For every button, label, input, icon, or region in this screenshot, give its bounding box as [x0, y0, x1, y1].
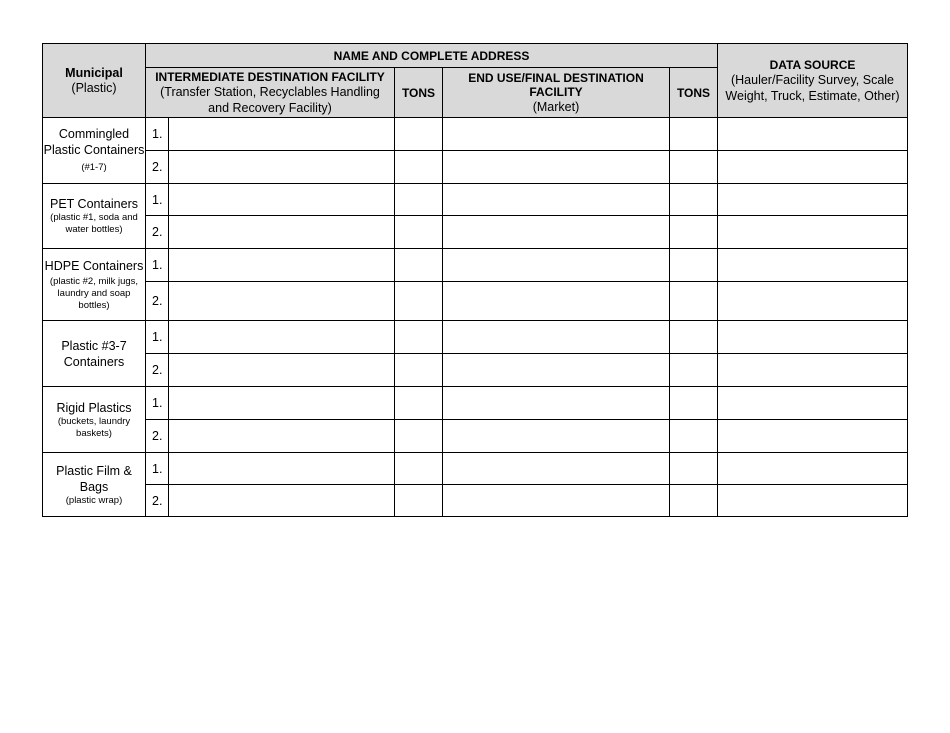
intermediate-facility-input[interactable]: [169, 453, 395, 485]
tons-label-1: TONS: [401, 85, 436, 100]
data-source-title: DATA SOURCE: [769, 57, 856, 72]
intermediate-facility-input[interactable]: [169, 282, 395, 321]
intermediate-facility-input[interactable]: [169, 387, 395, 420]
tons-input[interactable]: [395, 420, 443, 453]
table-row: [43, 387, 908, 420]
data-source-input[interactable]: [718, 321, 908, 354]
intermediate-facility-input[interactable]: [169, 249, 395, 282]
material-label: [43, 249, 146, 321]
tons-input[interactable]: [670, 118, 718, 151]
tons-input[interactable]: [670, 249, 718, 282]
row-number: 1.: [146, 184, 169, 216]
end-use-facility-input[interactable]: [443, 118, 670, 151]
tons-input[interactable]: [670, 184, 718, 216]
data-source-input[interactable]: [718, 387, 908, 420]
intermediate-facility-input[interactable]: [169, 118, 395, 151]
tons-input[interactable]: [395, 216, 443, 249]
tons-input[interactable]: [670, 321, 718, 354]
end-use-title: END USE/FINAL DESTINATION FACILITY: [468, 70, 644, 99]
row-number: 2.: [146, 216, 169, 249]
material-name: PET Containers: [49, 197, 138, 211]
municipal-header-title: Municipal: [65, 65, 123, 80]
material-name: HDPE Containers: [44, 258, 144, 273]
intermediate-facility-input[interactable]: [169, 420, 395, 453]
end-use-facility-input[interactable]: [443, 485, 670, 517]
end-use-facility-input[interactable]: [443, 282, 670, 321]
tons-input[interactable]: [670, 216, 718, 249]
end-use-facility-input[interactable]: [443, 453, 670, 485]
tons-input[interactable]: [670, 354, 718, 387]
data-source-input[interactable]: [718, 249, 908, 282]
table-row: [43, 354, 908, 387]
material-note: (#1-7): [81, 161, 107, 173]
data-source-input[interactable]: [718, 354, 908, 387]
table-row: [43, 453, 908, 485]
tons-input[interactable]: [395, 249, 443, 282]
table-row: [43, 151, 908, 184]
end-use-facility-input[interactable]: [443, 387, 670, 420]
material-note: (plastic #1, soda and water bottles): [50, 212, 138, 235]
intermediate-sub: (Transfer Station, Recyclables Handling and Recovery Facility): [160, 84, 380, 115]
data-source-sub: (Hauler/Facility Survey, Scale Weight, Truck, Estimate, Other): [725, 72, 900, 103]
table-row: [43, 118, 908, 151]
intermediate-facility-input[interactable]: [169, 321, 395, 354]
tons-input[interactable]: [395, 485, 443, 517]
data-source-input[interactable]: [718, 453, 908, 485]
tons-label-2: TONS: [676, 85, 711, 100]
material-label: [43, 118, 146, 184]
tons-input[interactable]: [670, 387, 718, 420]
intermediate-header: [146, 68, 395, 118]
tons-input[interactable]: [395, 184, 443, 216]
material-label: [43, 184, 146, 249]
material-note: (buckets, laundry baskets): [57, 415, 131, 439]
table-row: [43, 184, 908, 216]
end-use-facility-input[interactable]: [443, 184, 670, 216]
tons-input[interactable]: [670, 151, 718, 184]
tons-input[interactable]: [670, 485, 718, 517]
row-number: 2.: [146, 420, 169, 453]
data-source-input[interactable]: [718, 184, 908, 216]
row-number: 2.: [146, 354, 169, 387]
end-use-facility-input[interactable]: [443, 249, 670, 282]
table-row: [43, 249, 908, 282]
tons-input[interactable]: [670, 282, 718, 321]
end-use-facility-input[interactable]: [443, 216, 670, 249]
table-row: [43, 216, 908, 249]
tons-header-2: [670, 68, 718, 118]
table-row: [43, 321, 908, 354]
table-row: [43, 485, 908, 517]
plastic-destination-table: [42, 43, 908, 517]
municipal-header: [43, 44, 146, 118]
table-row: [43, 282, 908, 321]
tons-input[interactable]: [395, 321, 443, 354]
row-number: 1.: [146, 118, 169, 151]
tons-input[interactable]: [395, 354, 443, 387]
tons-input[interactable]: [395, 387, 443, 420]
tons-input[interactable]: [670, 453, 718, 485]
material-name: Plastic Film & Bags: [56, 463, 132, 494]
data-source-input[interactable]: [718, 485, 908, 517]
row-number: 1.: [146, 249, 169, 282]
material-name: Commingled Plastic Containers: [43, 126, 145, 157]
row-number: 1.: [146, 387, 169, 420]
intermediate-facility-input[interactable]: [169, 485, 395, 517]
tons-input[interactable]: [395, 282, 443, 321]
tons-header-1: [395, 68, 443, 118]
data-source-header: [718, 44, 908, 118]
intermediate-facility-input[interactable]: [169, 151, 395, 184]
material-label: [43, 453, 146, 517]
end-use-sub: (Market): [532, 99, 580, 114]
row-number: 1.: [146, 453, 169, 485]
tons-input[interactable]: [395, 453, 443, 485]
tons-input[interactable]: [395, 118, 443, 151]
intermediate-facility-input[interactable]: [169, 216, 395, 249]
row-number: 1.: [146, 321, 169, 354]
data-source-input[interactable]: [718, 118, 908, 151]
end-use-facility-input[interactable]: [443, 321, 670, 354]
data-source-input[interactable]: [718, 216, 908, 249]
end-use-facility-input[interactable]: [443, 151, 670, 184]
table-row: [43, 420, 908, 453]
data-source-input[interactable]: [718, 420, 908, 453]
municipal-header-sub: (Plastic): [71, 80, 117, 95]
material-note: (plastic wrap): [65, 494, 123, 506]
tons-input[interactable]: [395, 151, 443, 184]
end-use-facility-input[interactable]: [443, 354, 670, 387]
data-source-input[interactable]: [718, 282, 908, 321]
material-note: (plastic #2, milk jugs, laundry and soap bottles): [49, 275, 139, 311]
name-address-header: [146, 44, 718, 68]
end-use-header: [443, 68, 670, 118]
material-label: [43, 321, 146, 387]
tons-input[interactable]: [670, 420, 718, 453]
row-number: 2.: [146, 485, 169, 517]
row-number: 2.: [146, 282, 169, 321]
name-address-title: NAME AND COMPLETE ADDRESS: [333, 48, 530, 63]
intermediate-title: INTERMEDIATE DESTINATION FACILITY: [155, 69, 385, 84]
intermediate-facility-input[interactable]: [169, 354, 395, 387]
material-label: [43, 387, 146, 453]
material-name: Rigid Plastics: [56, 400, 132, 415]
material-name: Plastic #3-7 Containers: [61, 338, 127, 369]
end-use-facility-input[interactable]: [443, 420, 670, 453]
row-number: 2.: [146, 151, 169, 184]
intermediate-facility-input[interactable]: [169, 184, 395, 216]
data-source-input[interactable]: [718, 151, 908, 184]
